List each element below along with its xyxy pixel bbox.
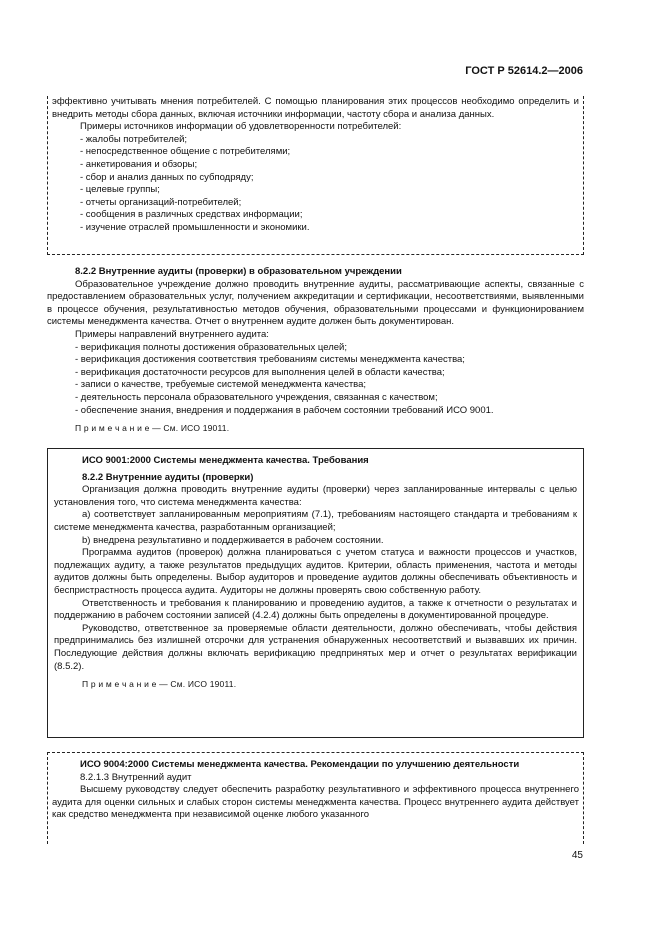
list-item: - изучение отраслей промышленности и экономики. [80,221,310,233]
list-item: - деятельность персонала образовательного учреждения, связанная с качеством; [75,391,438,403]
list-item: - верификация достаточности ресурсов для выполнения целей в области качества; [75,366,445,378]
list-item: - верификация достижения соответствия требованиям системы менеджмента качества; [75,354,465,366]
list-item: - целевые группы; [80,184,160,196]
paragraph: а) соответствует запланированным мероприятиям (7.1), требованиям настоящего стандарта и требованиям к системе менеджмента качества, разработанным организацией; [54,509,577,533]
examples-intro: Примеры источников информации об удовлетворенности потребителей: [80,121,402,133]
list-item: - отчеты организаций-потребителей; [80,196,242,208]
section-8-2-2 [47,266,584,435]
box-title: ИСО 9001:2000 Системы менеджмента качества. Требования [82,455,369,466]
page-number: 45 [571,850,583,861]
document-code: ГОСТ Р 52614.2—2006 [465,65,583,77]
paragraph: Высшему руководству следует обеспечить разработку результативного и эффективного процесса внутреннего аудита для оценки сильных и слабых сторон системы менеджмента качества. Процесс внутреннего аудита действует как средство менеджмента при независимой оценке любого указанного [52,784,579,821]
list-item: - анкетирования и обзоры; [80,158,198,170]
list-item: - жалобы потребителей; [80,133,188,145]
paragraph: Организация должна проводить внутренние аудиты (проверки) через запланированные интервалы с целью установления того, что система менеджмента качества: [54,484,577,508]
paragraph: Ответственность и требования к планированию и проведению аудитов, а также к отчетности о результатах и поддержанию в рабочем состоянии записей (4.2.4) должны быть определены в документированной процедуре. [54,597,577,622]
paragraph: Образовательное учреждение должно проводить внутренние аудиты, рассматривающие аспекты, связанные с предоставлением образовательных услуг, получением аккредитации и сертификации, несоответствиями, выявленными в процессе обучения, результативностью методов обучения, образовательными процессами и функционированием системы менеджмента качества. Отчет о внутреннем аудите должен быть документирован. [47,278,584,328]
solid-box-iso-9001 [47,448,584,738]
list-item: - верификация полноты достижения образовательных целей; [75,341,348,353]
paragraph: b) внедрена результативно и поддерживается в рабочем состоянии. [82,534,384,546]
paragraph: Руководство, ответственное за проверяемые области деятельности, должно обеспечивать, чтобы действия предпринимались без излишней отсрочки для устранения обнаруженных несоответствий и вызвавших их причин. Последующие действия должны включать верификацию предпринятых мер и отчет о результатах верификации (8.5.2). [54,622,577,672]
examples-intro: Примеры направлений внутреннего аудита: [75,328,269,340]
list-item: - непосредственное общение с потребителями; [80,146,291,158]
dashed-box-customer-info [47,96,584,255]
note: П р и м е ч а н и е — См. ИСО 19011. [75,423,230,434]
list-item: - сообщения в различных средствах информации; [80,209,303,221]
box-title: ИСО 9004:2000 Системы менеджмента качества. Рекомендации по улучшению деятельности [80,759,520,770]
paragraph: Программа аудитов (проверок) должна планироваться с учетом статуса и важности процессов и участков, подлежащих аудиту, а также результатов предыдущих аудитов. Критерии, область применения, частота и методы аудитов должны быть определены. Выбор аудиторов и проведение аудитов должны обеспечивать объективность и беспристрастность процесса аудита. Аудиторы не должны проверять свою собственную работу. [54,547,577,596]
list-item: - записи о качестве, требуемые системой менеджмента качества; [75,379,367,391]
box-subheading: 8.2.2 Внутренние аудиты (проверки) [82,471,254,483]
paragraph: эффективно учитывать мнения потребителей. С помощью планирования этих процессов необходимо определить и внедрить методы сбора данных, включая источники информации, частоту сбора и анализа данных. [52,96,579,120]
box-subheading: 8.2.1.3 Внутренний аудит [80,771,192,783]
list-item: - сбор и анализ данных по субподряду; [80,171,254,183]
dashed-box-iso-9004 [47,752,584,844]
list-item: - обеспечение знания, внедрения и поддержания в рабочем состоянии требований ИСО 9001. [75,404,494,416]
section-heading: 8.2.2 Внутренние аудиты (проверки) в образовательном учреждении [75,266,402,277]
note: П р и м е ч а н и е — См. ИСО 19011. [82,679,237,690]
